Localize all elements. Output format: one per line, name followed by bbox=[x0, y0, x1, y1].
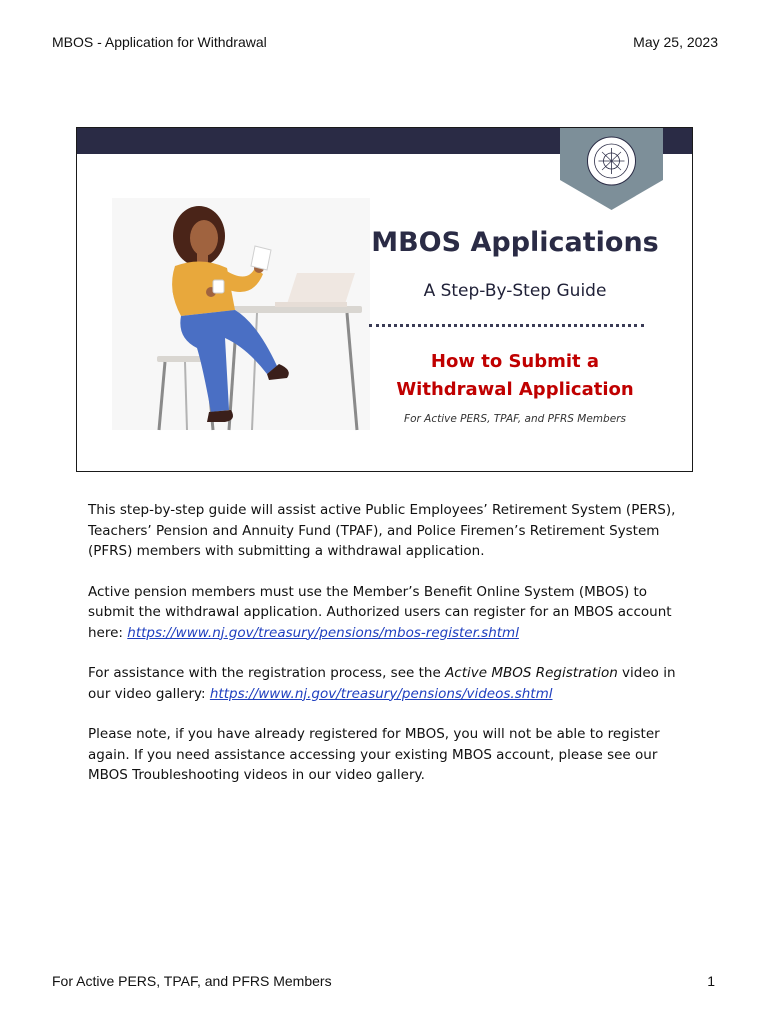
slide-subtitle: A Step-By-Step Guide bbox=[423, 281, 607, 301]
paragraph-intro: This step-by-step guide will assist active Public Employees’ Retirement System (PERS), Teachers’ Pension and Annuity Fund (TPAF), and Police Firemen’s Retirement System (PFRS) members with submitting a withdrawal application. bbox=[88, 502, 676, 559]
slide-members-note: For Active PERS, TPAF, and PFRS Members bbox=[404, 413, 626, 425]
assistance-video-title: Active MBOS Registration bbox=[445, 665, 618, 681]
howto-line-2: Withdrawal Application bbox=[396, 379, 634, 400]
title-slide-image bbox=[76, 127, 693, 472]
header-doc-title: MBOS - Application for Withdrawal bbox=[52, 34, 267, 50]
howto-line-1: How to Submit a bbox=[430, 351, 600, 372]
page-number: 1 bbox=[707, 973, 715, 989]
videos-link[interactable]: https://www.nj.gov/treasury/pensions/videos.shtml bbox=[209, 685, 553, 702]
header-date: May 25, 2023 bbox=[633, 34, 718, 50]
footer-members-note: For Active PERS, TPAF, and PFRS Members bbox=[52, 973, 332, 989]
paragraph-register bbox=[88, 582, 688, 644]
dotted-divider bbox=[369, 324, 644, 327]
assistance-text-b: video in our video gallery: bbox=[88, 665, 676, 702]
mbos-register-link[interactable]: https://www.nj.gov/treasury/pensions/mbos-register.shtml bbox=[127, 624, 519, 641]
assistance-text-a: For assistance with the registration process, see the bbox=[88, 665, 446, 681]
woman-at-desk-illustration bbox=[107, 198, 375, 438]
register-text: Active pension members must use the Member’s Benefit Online System (MBOS) to submit the withdrawal application. Authorized users can register for an MBOS account here: bbox=[88, 583, 672, 641]
howto-heading bbox=[369, 348, 661, 404]
body-text bbox=[88, 500, 688, 806]
slide-title: MBOS Applications bbox=[371, 227, 659, 258]
seal-ribbon bbox=[560, 128, 663, 210]
paragraph-assistance bbox=[88, 663, 688, 704]
paragraph-note: Please note, if you have already registered for MBOS, you will not be able to register again. If you need assistance accessing your existing MBOS account, please see our MBOS Troubleshooting videos in our video gallery. bbox=[88, 726, 660, 783]
state-seal-icon bbox=[588, 137, 636, 185]
